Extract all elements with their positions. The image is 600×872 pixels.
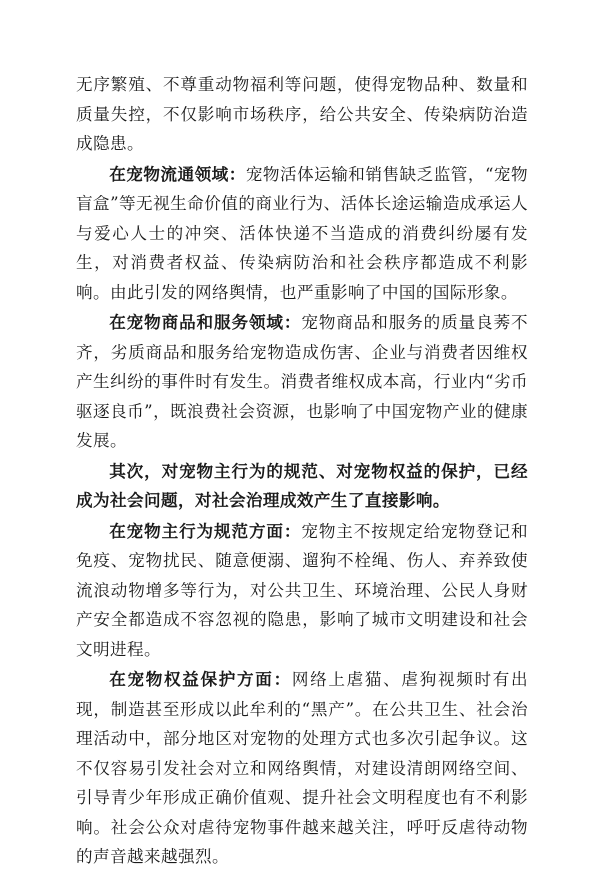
paragraph-goods-services	[76, 308, 528, 456]
paragraph-rights-protection	[76, 665, 528, 872]
paragraph-text: 无序繁殖、不尊重动物福利等问题，使得宠物品种、数量和质量失控，不仅影响市场秩序，给公共安全、传染病防治造成隐患。	[76, 75, 528, 153]
paragraph-lead: 在宠物商品和服务领域：	[109, 313, 302, 332]
paragraph-second-point	[76, 457, 528, 516]
paragraph-text: 宠物主不按规定给宠物登记和免疫、宠物扰民、随意便溺、遛狗不栓绳、伤人、弃养致使流浪动物增多等行为，对公共卫生、环境治理、公民人身财产安全都造成不容忽视的隐患，影响了城市文明建设和社会文明进程。	[76, 521, 528, 659]
paragraph-lead: 在宠物权益保护方面：	[109, 670, 292, 689]
paragraph-text: 宠物活体运输和销售缺乏监管，“宠物盲盒”等无视生命价值的商业行为、活体长途运输造成承运人与爱心人士的冲突、活体快递不当造成的消费纠纷屡有发生，对消费者权益、传染病防治和社会秩序都造成不利影响。由此引发的网络舆情，也严重影响了中国的国际形象。	[76, 164, 528, 302]
paragraph-lead: 在宠物流通领域：	[109, 164, 246, 184]
document-page	[76, 70, 528, 872]
paragraph-owner-conduct	[76, 517, 528, 665]
paragraph-continuation	[76, 70, 528, 159]
paragraph-text: 网络上虐猫、虐狗视频时有出现，制造甚至形成以此牟利的“黑产”。在公共卫生、社会治理活动中，部分地区对宠物的处理方式也多次引起争议。这不仅容易引发社会对立和网络舆情，对建设清朗网络空间、引导青少年形成正确价值观、提升社会文明程度也有不利影响。社会公众对虐待宠物事件越来越关注，呼吁反虐待动物的声音越来越强烈。	[76, 670, 529, 866]
paragraph-lead: 在宠物主行为规范方面：	[109, 521, 302, 541]
paragraph-text: 其次，对宠物主行为的规范、对宠物权益的保护，已经成为社会问题，对社会治理成效产生了直接影响。	[76, 461, 528, 510]
paragraph-text: 宠物商品和服务的质量良莠不齐，劣质商品和服务给宠物造成伤害、企业与消费者因维权产生纠纷的事件时有发生。消费者维权成本高，行业内“劣币驱逐良币”，既浪费社会资源，也影响了中国宠物产业的健康发展。	[76, 313, 528, 450]
paragraph-circulation	[76, 160, 528, 308]
